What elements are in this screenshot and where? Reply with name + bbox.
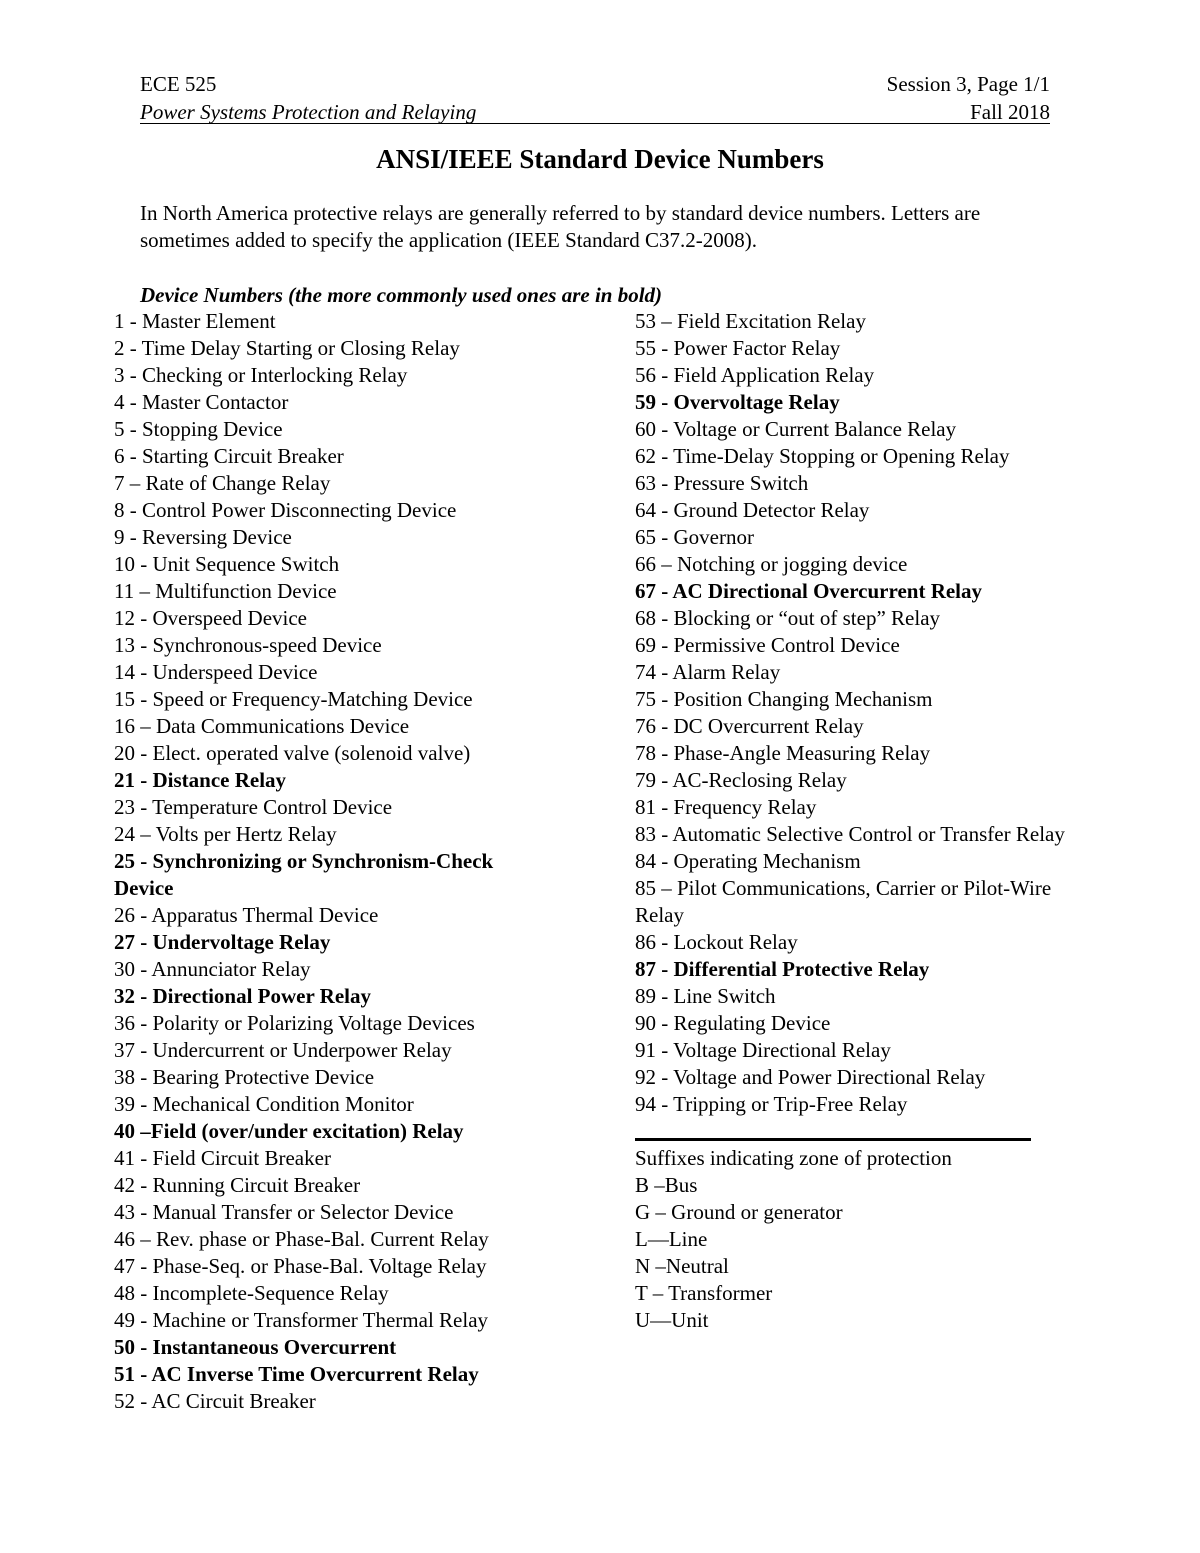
device-item: 2 - Time Delay Starting or Closing Relay xyxy=(114,336,460,360)
device-item: 81 - Frequency Relay xyxy=(635,795,817,819)
suffix-item: G – Ground or generator xyxy=(635,1200,843,1224)
device-item: 8 - Control Power Disconnecting Device xyxy=(114,498,457,522)
device-list-left xyxy=(114,308,554,1415)
device-item: 37 - Undercurrent or Underpower Relay xyxy=(114,1038,452,1062)
suffix-item: B –Bus xyxy=(635,1173,698,1197)
device-item: 56 - Field Application Relay xyxy=(635,363,875,387)
header-divider xyxy=(140,123,1050,124)
device-item: 76 - DC Overcurrent Relay xyxy=(635,714,864,738)
device-item: 59 - Overvoltage Relay xyxy=(635,390,840,414)
device-item: 11 – Multifunction Device xyxy=(114,579,337,603)
header-row-1 xyxy=(140,72,1050,96)
header-row-2 xyxy=(140,100,1050,124)
device-item: 84 - Operating Mechanism xyxy=(635,849,861,873)
device-item: 30 - Annunciator Relay xyxy=(114,957,311,981)
device-list-right xyxy=(635,308,1075,1334)
device-item: 67 - AC Directional Overcurrent Relay xyxy=(635,579,983,603)
device-item: 27 - Undervoltage Relay xyxy=(114,930,331,954)
device-item: 51 - AC Inverse Time Overcurrent Relay xyxy=(114,1362,479,1386)
suffix-item: N –Neutral xyxy=(635,1254,729,1278)
term: Fall 2018 xyxy=(970,100,1050,124)
device-item: 4 - Master Contactor xyxy=(114,390,289,414)
device-item: 69 - Permissive Control Device xyxy=(635,633,900,657)
suffix-divider xyxy=(635,1138,1031,1141)
device-item: 26 - Apparatus Thermal Device xyxy=(114,903,379,927)
suffix-list xyxy=(635,1172,1075,1334)
device-item: 49 - Machine or Transformer Thermal Relay xyxy=(114,1308,489,1332)
device-item: 46 – Rev. phase or Phase-Bal. Current Relay xyxy=(114,1227,489,1251)
device-item: 94 - Tripping or Trip-Free Relay xyxy=(635,1092,908,1116)
device-item: 14 - Underspeed Device xyxy=(114,660,318,684)
device-item: 40 –Field (over/under excitation) Relay xyxy=(114,1119,464,1143)
device-item: 55 - Power Factor Relay xyxy=(635,336,841,360)
device-item: 23 - Temperature Control Device xyxy=(114,795,393,819)
device-item: 21 - Distance Relay xyxy=(114,768,287,792)
intro-paragraph: In North America protective relays are generally referred to by standard device numbers. Letters are sometimes added to specify the application (IEEE Standard C37.2-2008). xyxy=(140,201,981,252)
device-item: 91 - Voltage Directional Relay xyxy=(635,1038,891,1062)
session-page: Session 3, Page 1/1 xyxy=(886,72,1050,96)
device-item: 39 - Mechanical Condition Monitor xyxy=(114,1092,414,1116)
device-item: 13 - Synchronous-speed Device xyxy=(114,633,382,657)
device-item: 1 - Master Element xyxy=(114,309,276,333)
device-item: 47 - Phase-Seq. or Phase-Bal. Voltage Relay xyxy=(114,1254,487,1278)
device-item: 10 - Unit Sequence Switch xyxy=(114,552,340,576)
device-item: 36 - Polarity or Polarizing Voltage Devices xyxy=(114,1011,475,1035)
suffix-heading: Suffixes indicating zone of protection xyxy=(635,1146,952,1170)
suffix-item: L—Line xyxy=(635,1227,708,1251)
device-list-right-items xyxy=(635,308,1075,1118)
device-item: 66 – Notching or jogging device xyxy=(635,552,908,576)
device-item: 25 - Synchronizing or Synchronism-Check Device xyxy=(114,849,494,900)
device-item: 85 – Pilot Communications, Carrier or Pilot-Wire Relay xyxy=(635,876,1052,927)
device-item: 50 - Instantaneous Overcurrent xyxy=(114,1335,397,1359)
device-item: 86 - Lockout Relay xyxy=(635,930,798,954)
device-item: 3 - Checking or Interlocking Relay xyxy=(114,363,408,387)
device-item: 64 - Ground Detector Relay xyxy=(635,498,870,522)
device-item: 92 - Voltage and Power Directional Relay xyxy=(635,1065,986,1089)
device-item: 60 - Voltage or Current Balance Relay xyxy=(635,417,957,441)
device-item: 38 - Bearing Protective Device xyxy=(114,1065,375,1089)
device-item: 52 - AC Circuit Breaker xyxy=(114,1389,316,1413)
device-item: 20 - Elect. operated valve (solenoid valve) xyxy=(114,741,471,765)
device-item: 43 - Manual Transfer or Selector Device xyxy=(114,1200,454,1224)
course-number: ECE 525 xyxy=(140,72,217,96)
device-item: 62 - Time-Delay Stopping or Opening Relay xyxy=(635,444,1010,468)
suffix-item: U—Unit xyxy=(635,1308,709,1332)
device-item: 24 – Volts per Hertz Relay xyxy=(114,822,337,846)
device-item: 41 - Field Circuit Breaker xyxy=(114,1146,331,1170)
device-item: 9 - Reversing Device xyxy=(114,525,292,549)
device-item: 78 - Phase-Angle Measuring Relay xyxy=(635,741,931,765)
device-item: 48 - Incomplete-Sequence Relay xyxy=(114,1281,389,1305)
device-item: 42 - Running Circuit Breaker xyxy=(114,1173,361,1197)
device-item: 12 - Overspeed Device xyxy=(114,606,307,630)
device-item: 90 - Regulating Device xyxy=(635,1011,831,1035)
device-item: 89 - Line Switch xyxy=(635,984,776,1008)
device-item: 16 – Data Communications Device xyxy=(114,714,410,738)
device-item: 6 - Starting Circuit Breaker xyxy=(114,444,344,468)
device-item: 15 - Speed or Frequency-Matching Device xyxy=(114,687,473,711)
course-title: Power Systems Protection and Relaying xyxy=(140,100,477,124)
page-title: ANSI/IEEE Standard Device Numbers xyxy=(376,144,824,174)
device-item: 83 - Automatic Selective Control or Transfer Relay xyxy=(635,822,1065,846)
device-numbers-subheading: Device Numbers (the more commonly used ones are in bold) xyxy=(140,283,663,307)
device-item: 63 - Pressure Switch xyxy=(635,471,809,495)
suffix-item: T – Transformer xyxy=(635,1281,773,1305)
device-item: 68 - Blocking or “out of step” Relay xyxy=(635,606,941,630)
device-item: 53 – Field Excitation Relay xyxy=(635,309,866,333)
device-item: 79 - AC-Reclosing Relay xyxy=(635,768,847,792)
device-item: 7 – Rate of Change Relay xyxy=(114,471,331,495)
device-item: 75 - Position Changing Mechanism xyxy=(635,687,933,711)
device-item: 5 - Stopping Device xyxy=(114,417,283,441)
device-item: 74 - Alarm Relay xyxy=(635,660,781,684)
device-item: 65 - Governor xyxy=(635,525,754,549)
device-item: 32 - Directional Power Relay xyxy=(114,984,371,1008)
device-item: 87 - Differential Protective Relay xyxy=(635,957,930,981)
